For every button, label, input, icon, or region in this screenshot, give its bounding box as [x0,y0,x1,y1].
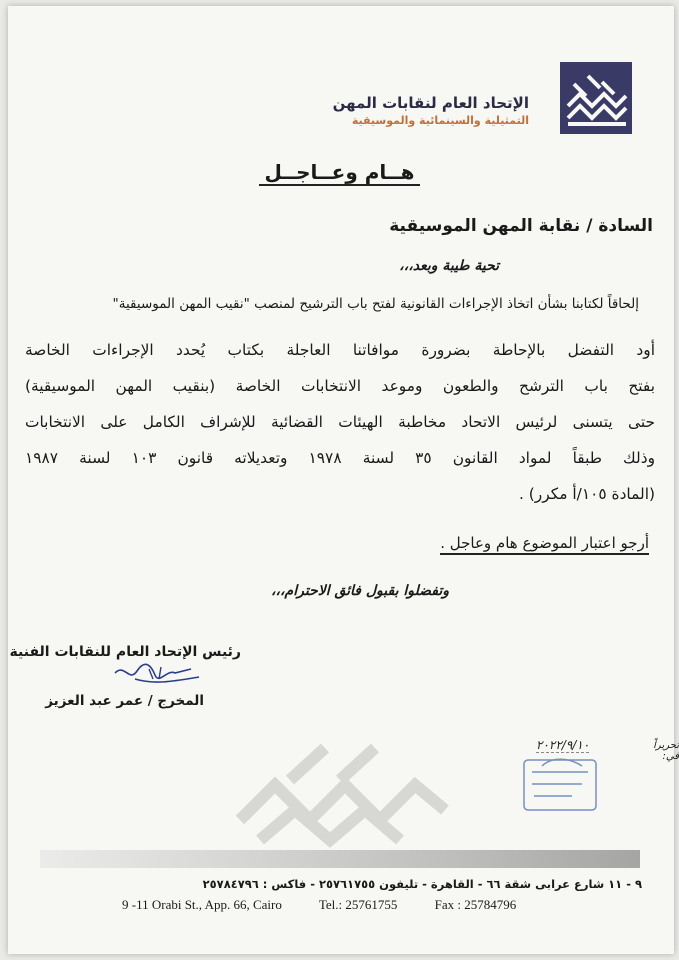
org-name: الإتحاد العام لنقابات المهن [332,94,529,112]
org-header [333,94,529,127]
reference-line: إلحاقاً لكتابنا بشأن اتخاذ الإجراءات القانونية لفتح باب الترشيح لمنصب "نقيب المهن الموسيقية" [112,296,639,312]
footer-tel: Tel.: 25761755 [318,897,398,912]
signatory-name: المخرج / عمر عبد العزيز [45,693,204,709]
footer-bar [40,850,640,868]
date-value: ٢٠٢٢/٩/١٠ [536,738,590,752]
federation-logo [560,62,632,134]
org-subtitle: التمثيلية والسينمائية والموسيقية [351,114,529,127]
urgent-label: هــام وعــاجــل [259,160,421,186]
footer-arabic-address: ٩ - ١١ شارع عرابى شقة ٦٦ - القاهرة - تليفون ٢٥٧٦١٧٥٥ - فاكس : ٢٥٧٨٤٧٩٦ [202,877,642,891]
urgent-heading [0,160,679,184]
footer-fax: Fax : 25784796 [434,897,517,912]
watermark-logo [230,740,450,850]
greeting: تحية طيبة وبعد،،، [399,258,499,274]
body-line: بفتح باب الترشح والطعون وموعد الانتخابات الخاصة (بنقيب المهن الموسيقية) [25,377,655,395]
body-line: (المادة ١٠٥/أ مكرر) . [519,485,655,503]
signatory-title: رئيس الإتحاد العام للنقابات الفنية [9,644,241,660]
closing-line: وتفضلوا بقبول فائق الاحترام،،، [271,583,449,599]
request-line: أرجو اعتبار الموضوع هام وعاجل . [440,534,649,555]
body-line: أود التفضل بالإحاطة بضرورة موافاتنا العاجلة بكتاب يُحدد الإجراءات الخاصة [25,341,655,359]
letter-body [25,332,655,512]
footer-street: 9 -11 Orabi St., App. 66, Cairo [122,897,282,912]
handwritten-signature [95,655,215,695]
footer-english-address [122,897,550,913]
body-line: وذلك طبقاً لمواد القانون ٣٥ لسنة ١٩٧٨ وتعديلاته قانون ١٠٣ لسنة ١٩٨٧ [25,449,656,467]
body-line: حتى يتسنى لرئيس الاتحاد مخاطبة الهيئات القضائية للإشراف الكامل على الانتخابات [25,413,655,431]
addressee: السادة / نقابة المهن الموسيقية [389,216,653,236]
official-stamp [512,752,612,822]
date-label: تحريراً في: [653,740,679,762]
